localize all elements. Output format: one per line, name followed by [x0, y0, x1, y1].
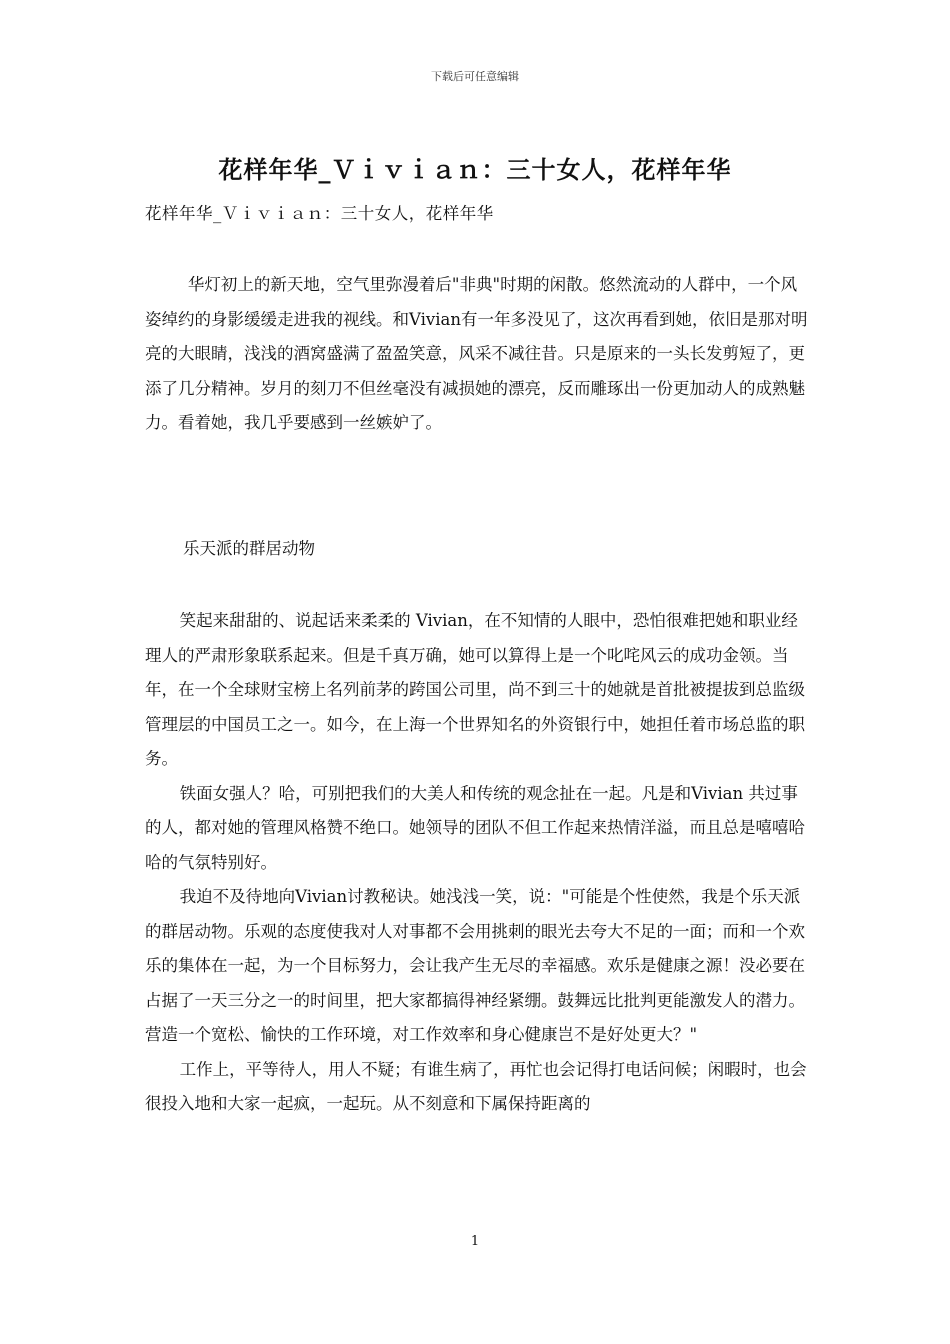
intro-section	[145, 268, 809, 441]
document-title: 花样年华_Ｖｉｖｉａｎ：三十女人，花样年华	[218, 155, 732, 184]
body-section	[145, 604, 809, 1122]
document-subtitle: 花样年华_Ｖｉｖｉａｎ：三十女人，花样年华	[145, 204, 494, 223]
paragraph-2: 铁面女强人？哈，可别把我们的大美人和传统的观念扯在一起。凡是和Vivian 共过事的人，都对她的管理风格赞不绝口。她领导的团队不但工作起来热情洋溢，而且总是嘻嘻哈哈的气氛特别好。	[145, 783, 805, 872]
page-number: 1	[470, 1234, 480, 1249]
page-header: 下载后可任意编辑	[431, 70, 519, 83]
paragraph-4: 工作上，平等待人，用人不疑；有谁生病了，再忙也会记得打电话问候；闲暇时，也会很投入地和大家一起疯，一起玩。从不刻意和下属保持距离的	[145, 1059, 807, 1113]
paragraph-intro: 华灯初上的新天地，空气里弥漫着后"非典"时期的闲散。悠然流动的人群中，一个风姿绰约的身影缓缓走进我的视线。和Vivian有一年多没见了，这次再看到她，依旧是那对明亮的大眼睛，浅浅的酒窝盛满了盈盈笑意，风采不减往昔。只是原来的一头长发剪短了，更添了几分精神。岁月的刻刀不但丝毫没有减损她的漂亮，反而雕琢出一份更加动人的成熟魅力。看着她，我几乎要感到一丝嫉妒了。	[145, 275, 808, 432]
section-heading-block	[145, 532, 809, 567]
paragraph-3: 我迫不及待地向Vivian讨教秘诀。她浅浅一笑，说："可能是个性使然，我是个乐天派的群居动物。乐观的态度使我对人对事都不会用挑刺的眼光去夸大不足的一面；而和一个欢乐的集体在一起，为一个目标努力，会让我产生无尽的幸福感。欢乐是健康之源！没必要在占据了一天三分之一的时间里，把大家都搞得神经紧绷。鼓舞远比批判更能激发人的潜力。营造一个宽松、愉快的工作环境，对工作效率和身心健康岂不是好处更大？"	[145, 887, 805, 1044]
paragraph-1: 笑起来甜甜的、说起话来柔柔的 Vivian，在不知情的人眼中，恐怕很难把她和职业经理人的严肃形象联系起来。但是千真万确，她可以算得上是一个叱咤风云的成功金领。当年，在一个全球财宝榜上名列前茅的跨国公司里，尚不到三十的她就是首批被提拔到总监级管理层的中国员工之一。如今，在上海一个世界知名的外资银行中，她担任着市场总监的职务。	[145, 611, 805, 768]
section-heading: 乐天派的群居动物	[182, 539, 315, 558]
